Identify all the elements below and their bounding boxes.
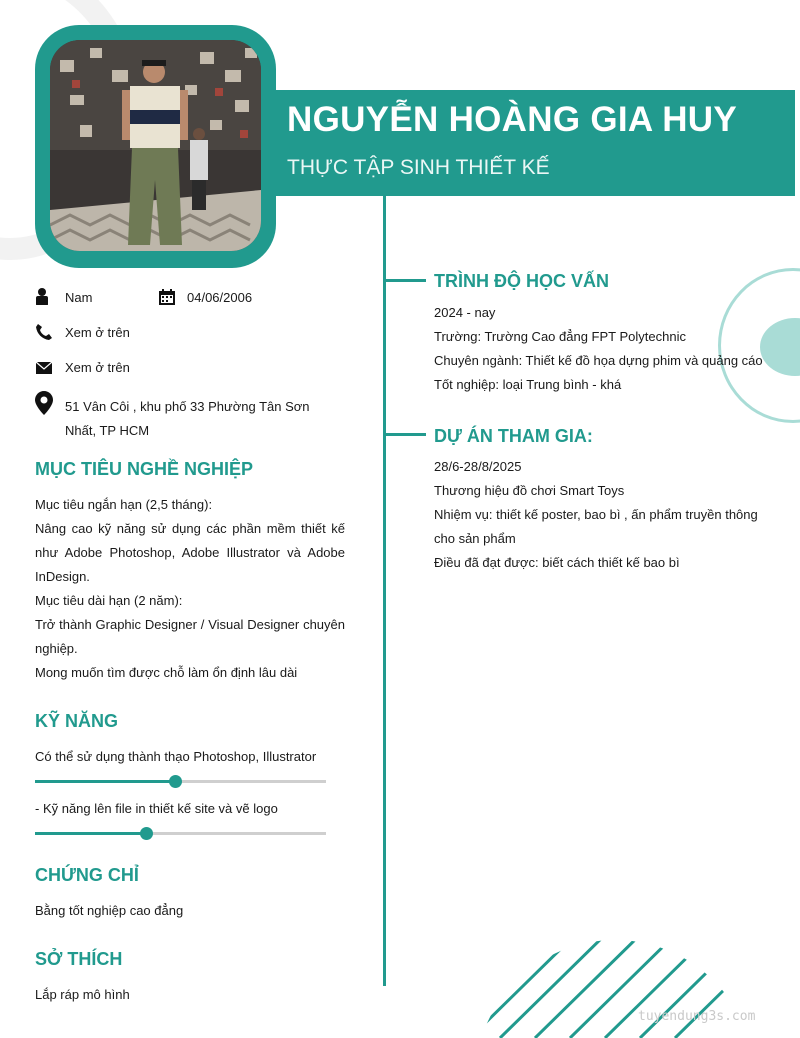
projects-section — [434, 455, 784, 575]
person-icon — [35, 287, 53, 310]
skill-bar-fill-1 — [35, 780, 175, 783]
timeline-line — [383, 196, 386, 986]
watermark: tuyendung3s.com — [638, 1009, 756, 1024]
phone-text: Xem ở trên — [65, 325, 130, 340]
career-section — [35, 493, 345, 685]
email-icon — [35, 359, 53, 382]
career-section-title: MỤC TIÊU NGHỀ NGHIỆP — [35, 459, 254, 479]
candidate-name: NGUYỄN HOÀNG GIA HUY — [287, 100, 738, 139]
phone-icon — [35, 323, 53, 346]
candidate-role: THỰC TẬP SINH THIẾT KẾ — [287, 156, 550, 179]
skill-bar-2 — [35, 832, 326, 835]
career-short-text: Nâng cao kỹ năng sử dụng các phần mềm thiết kế như Adobe Photoshop, Adobe Illustrator và Adobe InDesign. — [35, 521, 345, 584]
address-line-1: 51 Vân Côi , khu phố 33 Phường Tân Sơn — [65, 399, 310, 414]
career-long-text: Trở thành Graphic Designer / Visual Designer chuyên nghiệp. — [35, 617, 345, 656]
skill-bar-1 — [35, 780, 326, 783]
skill-bar-fill-2 — [35, 832, 146, 835]
timeline-tick-projects — [386, 433, 426, 436]
career-short-label: Mục tiêu ngắn hạn (2,5 tháng): — [35, 497, 213, 512]
birthday-text: 04/06/2006 — [187, 290, 253, 305]
timeline-tick-education — [386, 279, 426, 282]
location-pin-icon — [35, 391, 53, 420]
project-brand: Thương hiệu đồ chơi Smart Toys — [434, 483, 625, 498]
hobbies-text: Lắp ráp mô hình — [35, 987, 130, 1002]
gender-text: Nam — [65, 290, 93, 305]
profile-photo — [50, 40, 261, 251]
hobbies-section-title: SỞ THÍCH — [35, 949, 123, 969]
skill-knob-2 — [140, 827, 153, 840]
address-line-2: Nhất, TP HCM — [65, 423, 150, 438]
education-major: Chuyên ngành: Thiết kế đồ họa dựng phim và quảng cáo — [434, 353, 763, 368]
education-graduation: Tốt nghiệp: loại Trung bình - khá — [434, 377, 622, 392]
email-text: Xem ở trên — [65, 360, 130, 375]
career-wish: Mong muốn tìm được chỗ làm ổn định lâu dài — [35, 665, 298, 680]
skills-section-title: KỸ NĂNG — [35, 711, 119, 731]
project-task-line-2: cho sản phẩm — [434, 531, 516, 546]
project-result: Điều đã đạt được: biết cách thiết kế bao bì — [434, 555, 680, 570]
calendar-icon — [158, 288, 176, 311]
address — [65, 395, 325, 443]
education-school: Trường: Trường Cao đẳng FPT Polytechnic — [434, 329, 686, 344]
skill-label-1: Có thể sử dụng thành thạo Photoshop, Illustrator — [35, 749, 317, 764]
project-period: 28/6-28/8/2025 — [434, 459, 522, 474]
skill-label-2: - Kỹ năng lên file in thiết kế site và vẽ logo — [35, 801, 278, 816]
certificates-text: Bằng tốt nghiệp cao đẳng — [35, 903, 184, 918]
education-period: 2024 - nay — [434, 305, 496, 320]
education-section-title: TRÌNH ĐỘ HỌC VẤN — [434, 271, 609, 291]
education-section — [434, 301, 784, 397]
certificates-section-title: CHỨNG CHỈ — [35, 865, 139, 885]
projects-section-title: DỰ ÁN THAM GIA: — [434, 426, 593, 446]
project-task-line-1: Nhiệm vụ: thiết kế poster, bao bì , ấn phẩm truyền thông — [434, 507, 758, 522]
skill-knob-1 — [169, 775, 182, 788]
career-long-label: Mục tiêu dài hạn (2 năm): — [35, 593, 183, 608]
